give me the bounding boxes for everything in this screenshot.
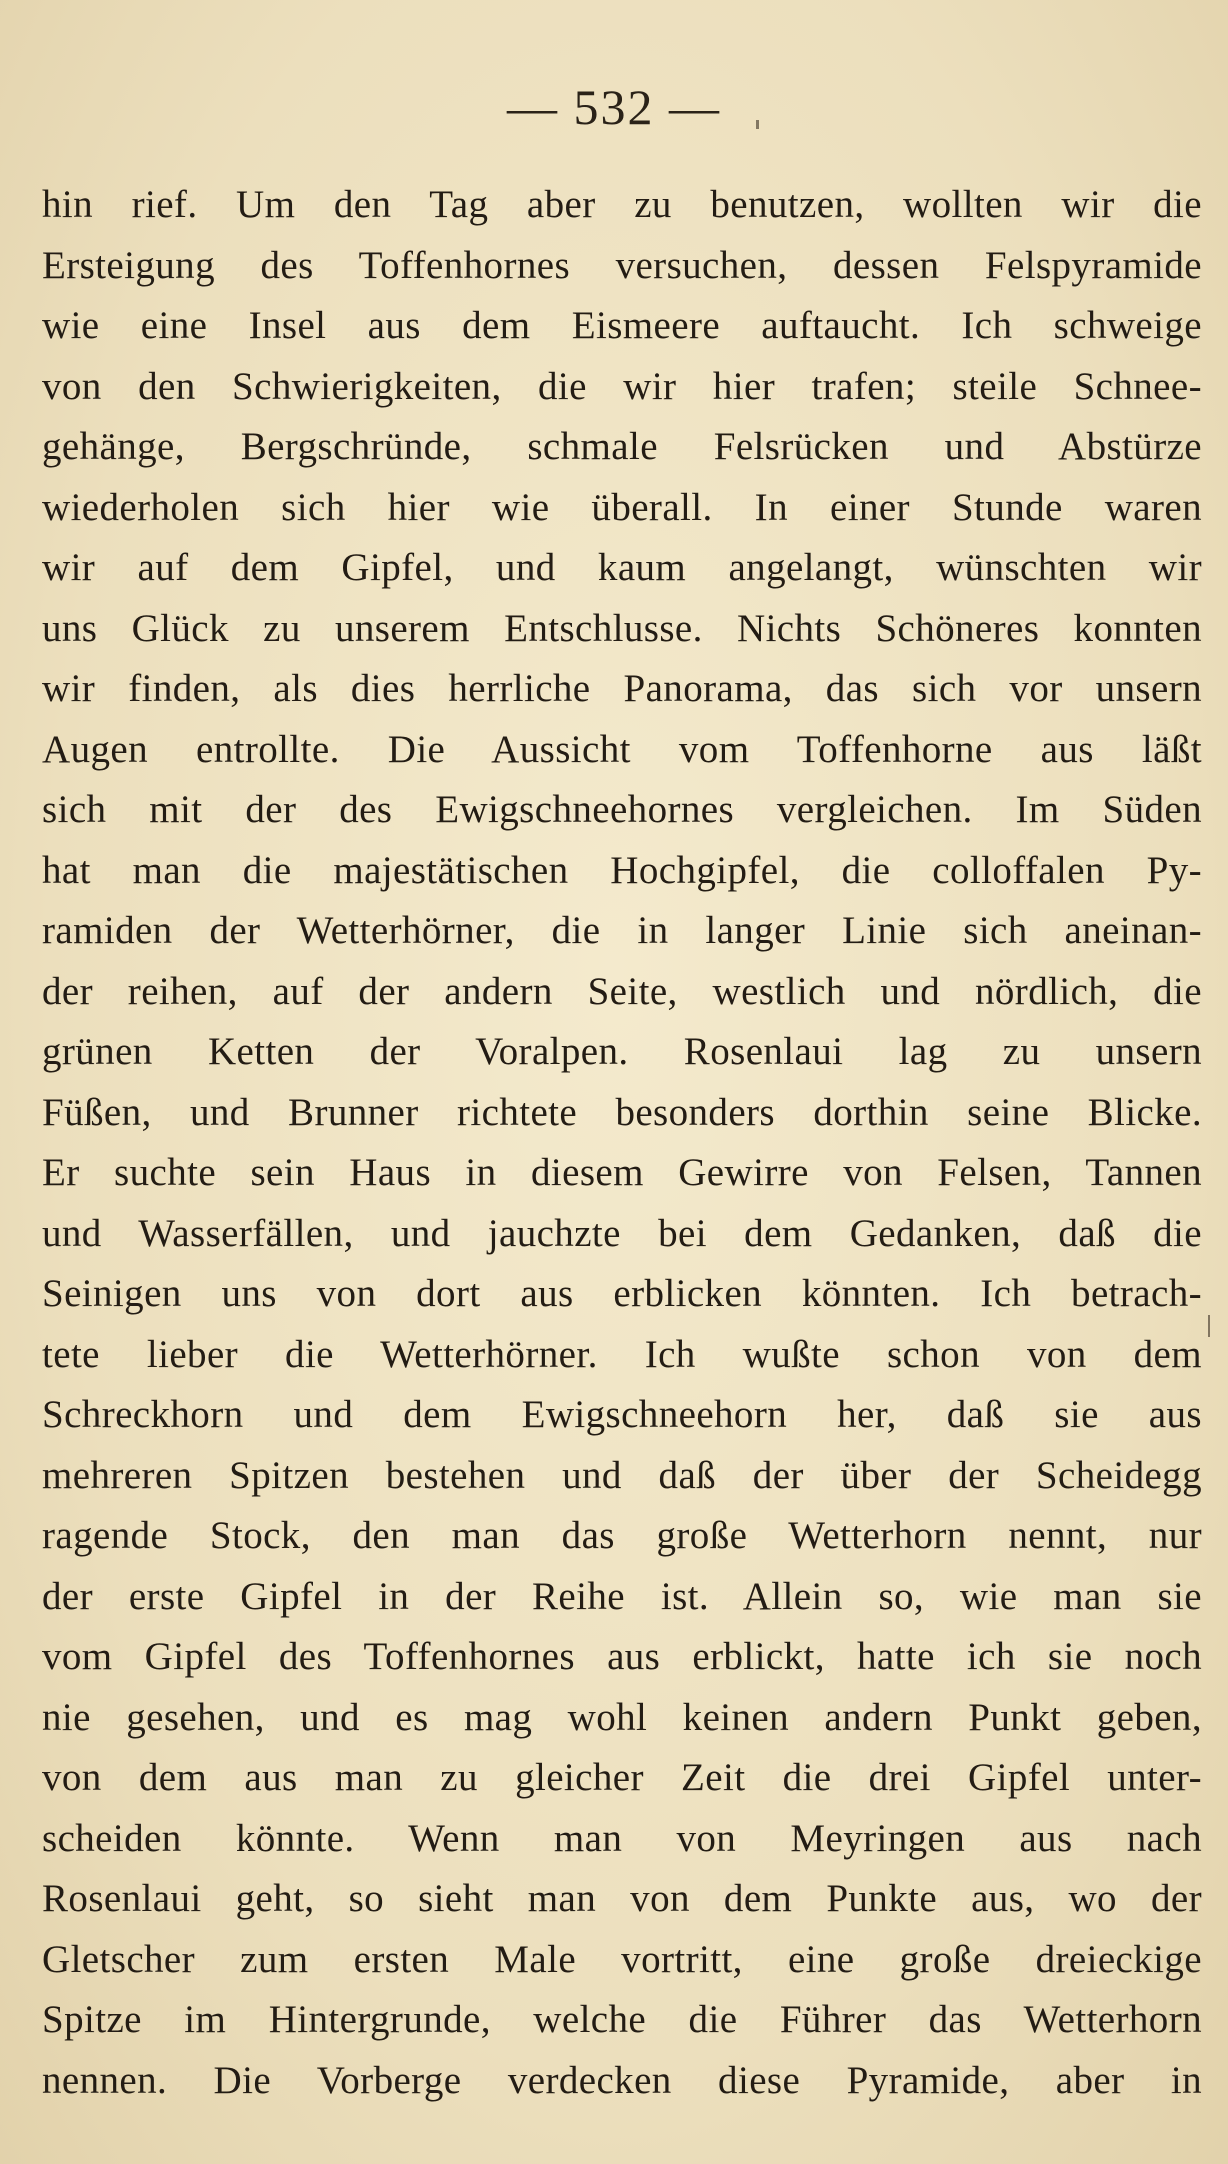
body-text (42, 175, 1202, 2111)
ink-speck (1208, 1315, 1210, 1337)
text-line: Er suchte sein Haus in diesem Gewirre von Felsen, Tannen (42, 1151, 1202, 1194)
text-line: und Wasserfällen, und jauchzte bei dem Gedanken, daß die (42, 1211, 1202, 1255)
text-line: hat man die majestätischen Hochgipfel, die colloffalen Py- (42, 848, 1202, 892)
ink-speck (756, 120, 759, 129)
text-line: tete lieber die Wetterhörner. Ich wußte schon von dem (42, 1332, 1202, 1376)
text-line: mehreren Spitzen bestehen und daß der über der Scheidegg (42, 1453, 1202, 1497)
text-line: wir auf dem Gipfel, und kaum angelangt, wünschten wir (42, 546, 1202, 589)
text-line: von dem aus man zu gleicher Zeit die drei Gipfel unter- (42, 1756, 1202, 1799)
text-line: wiederholen sich hier wie überall. In einer Stunde waren (42, 485, 1202, 529)
text-line: scheiden könnte. Wenn man von Meyringen aus nach (42, 1816, 1202, 1860)
text-line: nie gesehen, und es mag wohl keinen andern Punkt geben, (42, 1695, 1202, 1739)
page-number: — 532 — (507, 79, 721, 135)
text-line: von den Schwierigkeiten, die wir hier trafen; steile Schnee- (42, 364, 1202, 408)
text-line: sich mit der des Ewigschneehornes vergleichen. Im Süden (42, 788, 1202, 831)
text-line: Rosenlaui geht, so sieht man von dem Punkte aus, wo der (42, 1877, 1202, 1920)
text-line: ramiden der Wetterhörner, die in langer Linie sich aneinan- (42, 909, 1202, 952)
text-line: gehänge, Bergschründe, schmale Felsrücken und Abstürze (42, 425, 1202, 468)
text-line: Spitze im Hintergrunde, welche die Führer das Wetterhorn (42, 1998, 1202, 2041)
text-line: der reihen, auf der andern Seite, westlich und nördlich, die (42, 969, 1202, 1013)
text-line: Schreckhorn und dem Ewigschneehorn her, daß sie aus (42, 1393, 1202, 1436)
text-line: wie eine Insel aus dem Eismeere auftaucht. Ich schweige (42, 304, 1202, 347)
text-line: hin rief. Um den Tag aber zu benutzen, wollten wir die (42, 183, 1202, 226)
text-line: nennen. Die Vorberge verdecken diese Pyramide, aber in (42, 2058, 1202, 2102)
text-line: wir finden, als dies herrliche Panorama, das sich vor unsern (42, 667, 1202, 710)
text-line: vom Gipfel des Toffenhornes aus erblickt, hatte ich sie noch (42, 1635, 1202, 1678)
text-line: grünen Ketten der Voralpen. Rosenlaui lag zu unsern (42, 1030, 1202, 1073)
text-line: Gletscher zum ersten Male vortritt, eine große dreieckige (42, 1937, 1202, 1981)
text-line: ragende Stock, den man das große Wetterhorn nennt, nur (42, 1514, 1202, 1557)
text-line: uns Glück zu unserem Entschlusse. Nichts Schöneres konnten (42, 606, 1202, 650)
text-line: Seinigen uns von dort aus erblicken könnten. Ich betrach- (42, 1272, 1202, 1315)
text-line: der erste Gipfel in der Reihe ist. Allein so, wie man sie (42, 1574, 1202, 1618)
text-line: Augen entrollte. Die Aussicht vom Toffenhorne aus läßt (42, 727, 1202, 771)
text-line: Füßen, und Brunner richtete besonders dorthin seine Blicke. (42, 1090, 1202, 1134)
text-line: Ersteigung des Toffenhornes versuchen, dessen Felspyramide (42, 243, 1202, 287)
